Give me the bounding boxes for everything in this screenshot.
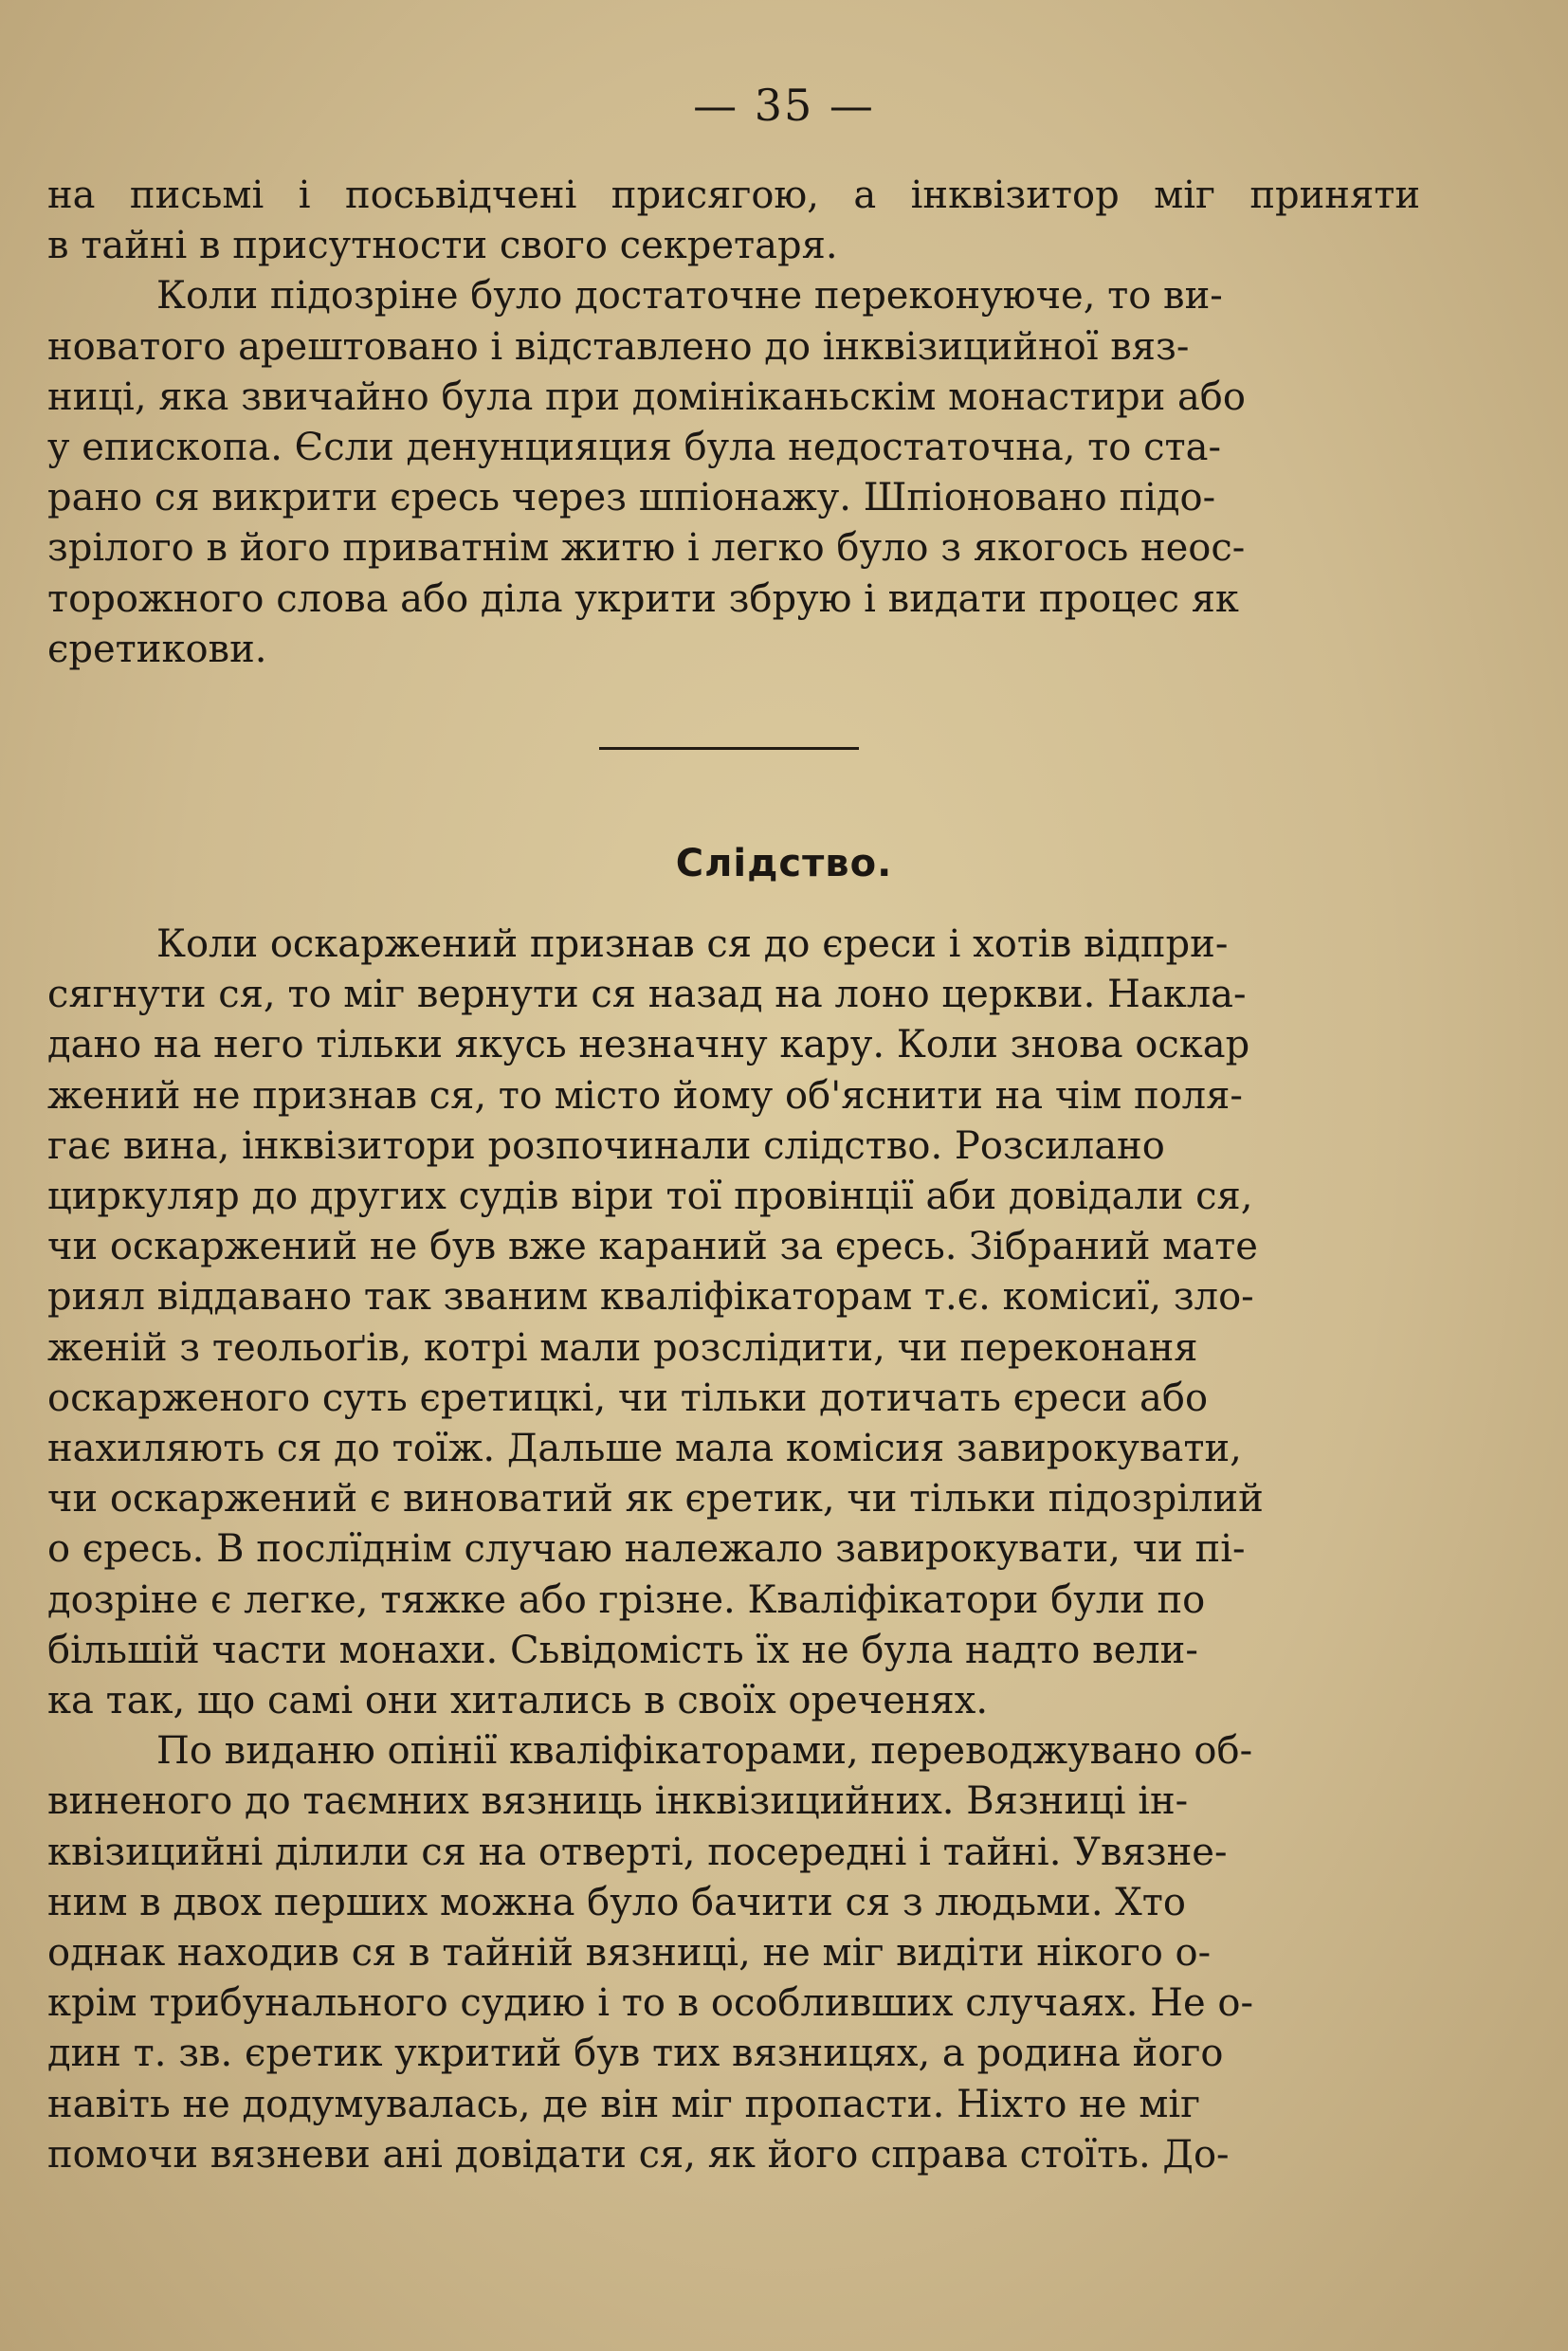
text-line: Коли оскаржений признав ся до єреси і хотів відпри-	[156, 922, 1229, 966]
text-line: навіть не додумувалась, де він міг пропасти. Ніхто не міг	[47, 2082, 1201, 2126]
text-line: чи оскаржений не був вже караний за єресь. Зібраний мате	[47, 1225, 1258, 1269]
text-line: циркуляр до других судів віри тої провінції аби довідали ся,	[47, 1175, 1253, 1219]
text-line: гає вина, інквізитори розпочинали слідство. Розсилано	[47, 1123, 1165, 1168]
text-line: дин т. зв. єретик укритий був тих вязницях, а родина його	[47, 2032, 1224, 2076]
text-line: о єресь. В послїднім случаю належало завирокувати, чи пі-	[47, 1527, 1246, 1572]
text-line: дозріне є легке, тяжке або грізне. Кваліфікатори були по	[47, 1577, 1206, 1622]
page-number: — 35 —	[693, 80, 875, 131]
text-block-main	[47, 920, 1420, 2180]
text-line: на письмі і посьвідчені присягою, а інквізитор міг приняти	[47, 173, 1420, 217]
text-line: По виданю опінії кваліфікаторами, переводжувано об-	[156, 1729, 1253, 1774]
text-line: женій з теольоґів, котрі мали розслідити, чи переконаня	[47, 1325, 1198, 1370]
text-line: новатого арештовано і відставлено до інквізицийної вяз-	[47, 324, 1190, 369]
text-line: риял віддавано так званим кваліфікаторам т.є. комісиї, зло-	[47, 1275, 1254, 1320]
text-line: ним в двох перших можна було бачити ся з людьми. Хто	[47, 1880, 1186, 1924]
text-line: у епископа. Єсли денунцияция була недостаточна, то ста-	[47, 426, 1221, 470]
text-line: крім трибунального судию і то в особливших случаях. Не о-	[47, 1981, 1253, 2026]
text-line: квізицийні ділили ся на отверті, посередні і тайні. Увязне-	[47, 1830, 1228, 1874]
text-line: чи оскаржений є виноватий як єретик, чи тільки підозрілий	[47, 1477, 1264, 1522]
text-line: нахиляють ся до тоїж. Дальше мала комісия завирокувати,	[47, 1427, 1242, 1471]
text-line: виненого до таємних вязниць інквізицийних. Вязниці ін-	[47, 1779, 1189, 1824]
text-line: сягнути ся, то міг вернути ся назад на лоно церкви. Накла-	[47, 973, 1247, 1017]
text-line: зрілого в його приватнім житю і легко було з якогось неос-	[47, 526, 1246, 571]
text-line: Коли підозріне було достаточне переконуюче, то ви-	[156, 274, 1223, 319]
text-line: рано ся викрити єресь через шпіонажу. Шпіоновано підо-	[47, 476, 1216, 520]
text-line: торожного слова або ділa укрити збрую і видати процес як	[47, 576, 1239, 621]
section-heading: Слідство.	[675, 842, 893, 885]
text-line: оскарженого суть єретицкі, чи тільки дотичать єреси або	[47, 1376, 1209, 1420]
text-line: ка так, що самі они хитались в своїх ореченях.	[47, 1679, 989, 1723]
text-line: більшій части монахи. Сьвідомість їх не була надто вели-	[47, 1628, 1198, 1672]
text-line: єретикови.	[47, 627, 267, 671]
text-line: жений не признав ся, то місто йому об'яснити на чім поля-	[47, 1073, 1243, 1118]
text-line: однак находив ся в тайній вязниці, не міг видіти нікого о-	[47, 1931, 1212, 1976]
text-block-top	[47, 171, 1420, 675]
text-line: ниці, яка звичайно була при домініканьскім монастири або	[47, 374, 1246, 419]
text-line: помочи вязневи ані довідати ся, як його справа стоїть. До-	[47, 2132, 1230, 2177]
text-line: в тайні в присутности свого секретаря.	[47, 224, 838, 268]
text-line: дано на него тільки якусь незначну кару. Коли знова оскар	[47, 1023, 1250, 1067]
section-divider	[599, 747, 859, 750]
